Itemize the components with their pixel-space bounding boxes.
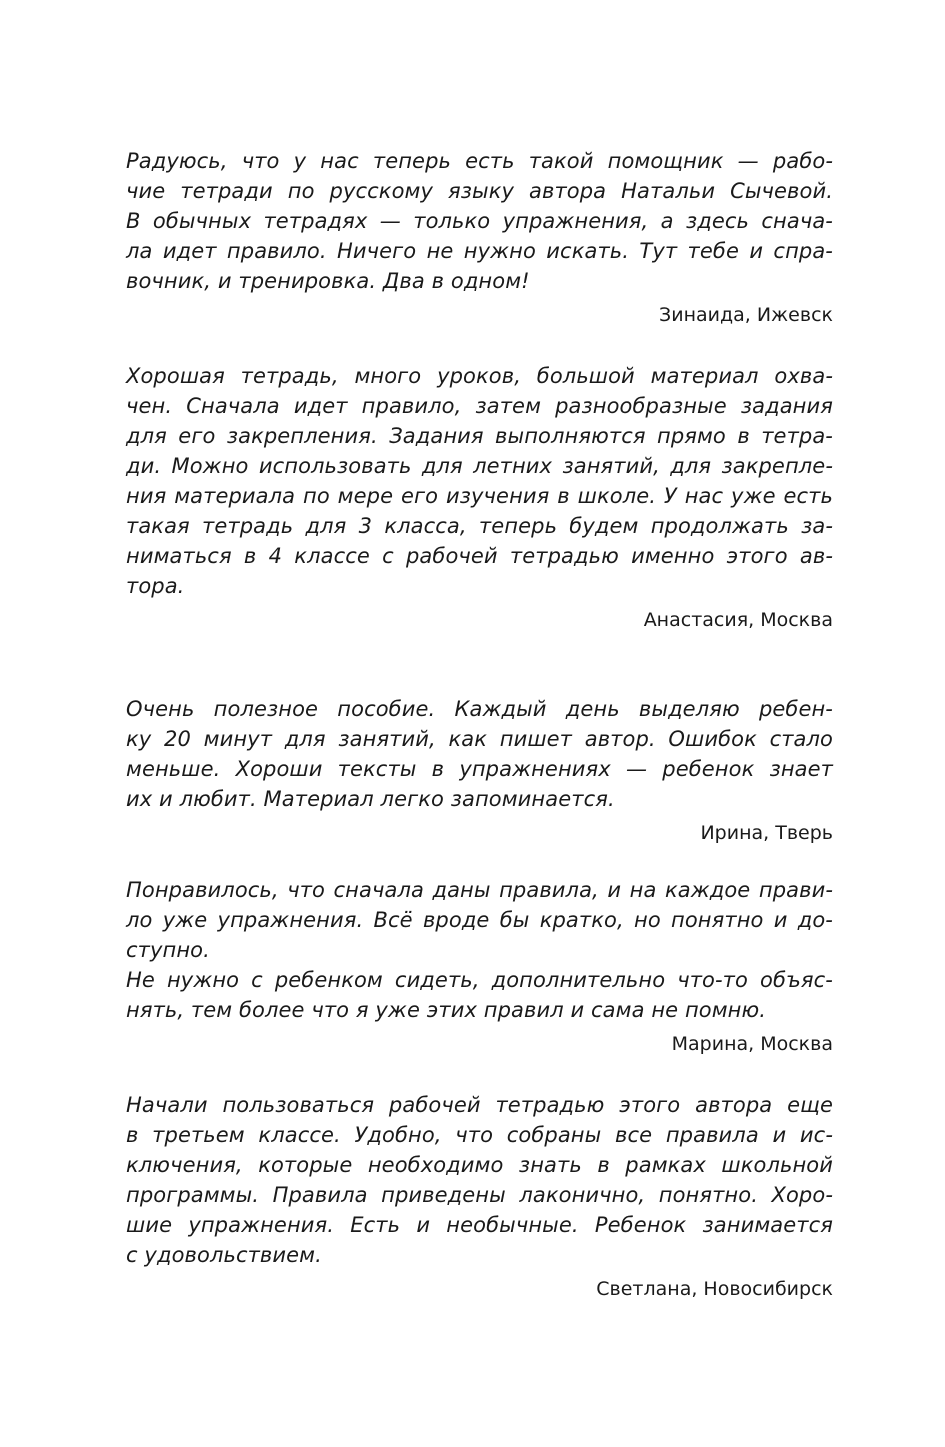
review-text-line: ниматься в 4 классе с рабочей тетрадью именно этого ав- [126, 544, 833, 568]
review-author: Марина, Москва [671, 1033, 833, 1055]
review-5 [126, 1090, 833, 1304]
review-author: Зинаида, Ижевск [659, 304, 833, 326]
review-text-line: Очень полезное пособие. Каждый день выделяю ребен- [126, 697, 833, 721]
review-text-line: Не нужно с ребенком сидеть, дополнительно что-то объяс- [126, 968, 833, 992]
review-text-line: для его закрепления. Задания выполняются прямо в тетра- [126, 424, 833, 448]
review-text-line: тора. [126, 574, 185, 598]
review-text-line: меньше. Хороши тексты в упражнениях — ребенок знает [126, 757, 833, 781]
review-text-line: ла идет правило. Ничего не нужно искать. Тут тебе и спра- [126, 239, 833, 263]
review-text-line: такая тетрадь для 3 класса, теперь будем продолжать за- [126, 514, 833, 538]
review-1 [126, 146, 833, 330]
review-3 [126, 694, 833, 848]
review-text-line: Хорошая тетрадь, много уроков, большой материал охва- [126, 364, 833, 388]
review-author: Анастасия, Москва [643, 609, 833, 631]
review-text-line: их и любит. Материал легко запоминается. [126, 787, 615, 811]
review-text-line: Понравилось, что сначала даны правила, и на каждое прави- [126, 878, 833, 902]
review-text-line: чен. Сначала идет правило, затем разнообразные задания [126, 394, 833, 418]
review-4 [126, 875, 833, 1059]
review-text-line: ступно. [126, 938, 210, 962]
review-text-line: Начали пользоваться рабочей тетрадью этого автора еще [126, 1093, 833, 1117]
review-author: Ирина, Тверь [700, 822, 833, 844]
review-text-line: вочник, и тренировка. Два в одном! [126, 269, 530, 293]
review-text-line: с удовольствием. [126, 1243, 322, 1267]
review-text-line: Радуюсь, что у нас теперь есть такой помощник — рабо- [126, 149, 833, 173]
review-text-line: ку 20 минут для занятий, как пишет автор. Ошибок стало [126, 727, 833, 751]
review-text-line: в третьем классе. Удобно, что собраны все правила и ис- [126, 1123, 833, 1147]
review-text-line: программы. Правила приведены лаконично, понятно. Хоро- [126, 1183, 833, 1207]
review-text-line: нять, тем более что я уже этих правил и сама не помню. [126, 998, 767, 1022]
review-text-line: ло уже упражнения. Всё вроде бы кратко, но понятно и до- [126, 908, 833, 932]
review-text-line: ди. Можно использовать для летних занятий, для закрепле- [126, 454, 833, 478]
review-text-line: В обычных тетрадях — только упражнения, а здесь снача- [126, 209, 833, 233]
review-text-line: чие тетради по русскому языку автора Натальи Сычевой. [126, 179, 833, 203]
review-author: Светлана, Новосибирск [596, 1278, 833, 1300]
review-text-line: ключения, которые необходимо знать в рамках школьной [126, 1153, 833, 1177]
review-text-line: шие упражнения. Есть и необычные. Ребенок занимается [126, 1213, 833, 1237]
review-2 [126, 361, 833, 635]
review-text-line: ния материала по мере его изучения в школе. У нас уже есть [126, 484, 833, 508]
